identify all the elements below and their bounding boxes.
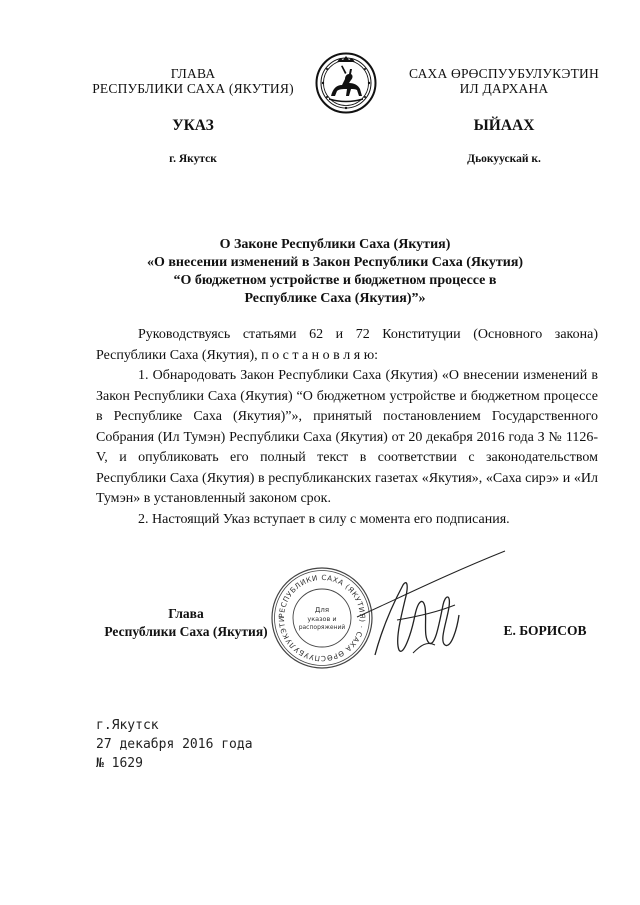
- stamp-center-line2: указов и: [307, 615, 337, 623]
- title-line-2: «О внесении изменений в Закон Республики Саха (Якутия): [146, 255, 524, 270]
- signatory-name: Е. БОРИСОВ: [503, 623, 587, 638]
- footer-number: № 1629: [96, 756, 143, 771]
- coat-of-arms-emblem: [315, 52, 377, 114]
- header-right: [395, 66, 613, 96]
- signatory-position-line1: Глава: [168, 606, 204, 621]
- header-right-title: САХА ӨРӨСПУУБУЛУКЭТИН: [409, 66, 599, 81]
- document-body: [96, 325, 598, 530]
- title-line-4: Республике Саха (Якутия)”»: [244, 291, 426, 306]
- footer-details: [96, 716, 356, 773]
- title-line-1: О Законе Республики Саха (Якутия): [219, 237, 451, 252]
- stamp-center-line3: распоряжений: [298, 624, 346, 631]
- doc-type-sakha: ЫЙААХ: [473, 117, 535, 134]
- header-left-title: ГЛАВА: [170, 66, 216, 81]
- handwritten-signature: [355, 545, 515, 675]
- header-right-subtitle: ИЛ ДАРХАНА: [459, 81, 549, 96]
- header-left-subtitle: РЕСПУБЛИКИ САХА (ЯКУТИЯ): [92, 81, 294, 96]
- footer-date: 27 декабря 2016 года: [96, 737, 253, 752]
- body-item-2: 2. Настоящий Указ вступает в силу с момента его подписания.: [138, 511, 510, 527]
- city-russian: г. Якутск: [169, 153, 217, 165]
- document-title: [100, 236, 570, 308]
- body-intro: Руководствуясь статьями 62 и 72 Конституции (Основного закона) Республики Саха (Якутия), п о с т а н о в л я ю:: [96, 327, 598, 363]
- city-sakha: Дьокуускай к.: [467, 153, 541, 165]
- stamp-center-line1: Для: [314, 606, 330, 614]
- stamp-ring-text: РЕСПУБЛИКИ САХА (ЯКУТИЯ) · САХА ӨРӨСПУУБУЛУКЭТИ: [276, 572, 368, 664]
- body-item-1: 1. Обнародовать Закон Республики Саха (Якутия) «О внесении изменений в Закон Республики Саха (Якутия) “О бюджетном устройстве и бюджетном процессе в Республике Саха (Якутия)”», принятый постановлением Государственного Собрания (Ил Тумэн) Республики Саха (Якутия) от 20 декабря 2016 года З № 1126-V, и опубликовать его полный текст в соответствии с законодательством Республики Саха (Якутия) в республиканских газетах «Якутия», «Саха сирэ» и «Ил Тумэн» в установленный законом срок.: [96, 368, 598, 506]
- signatory-position-line2: Республики Саха (Якутия): [104, 624, 268, 639]
- header-left: [88, 66, 298, 96]
- footer-city: г.Якутск: [96, 718, 159, 733]
- title-line-3: “О бюджетном устройстве и бюджетном процессе в: [173, 273, 497, 288]
- signatory-position: [96, 605, 276, 641]
- doc-type-russian: УКАЗ: [172, 117, 214, 134]
